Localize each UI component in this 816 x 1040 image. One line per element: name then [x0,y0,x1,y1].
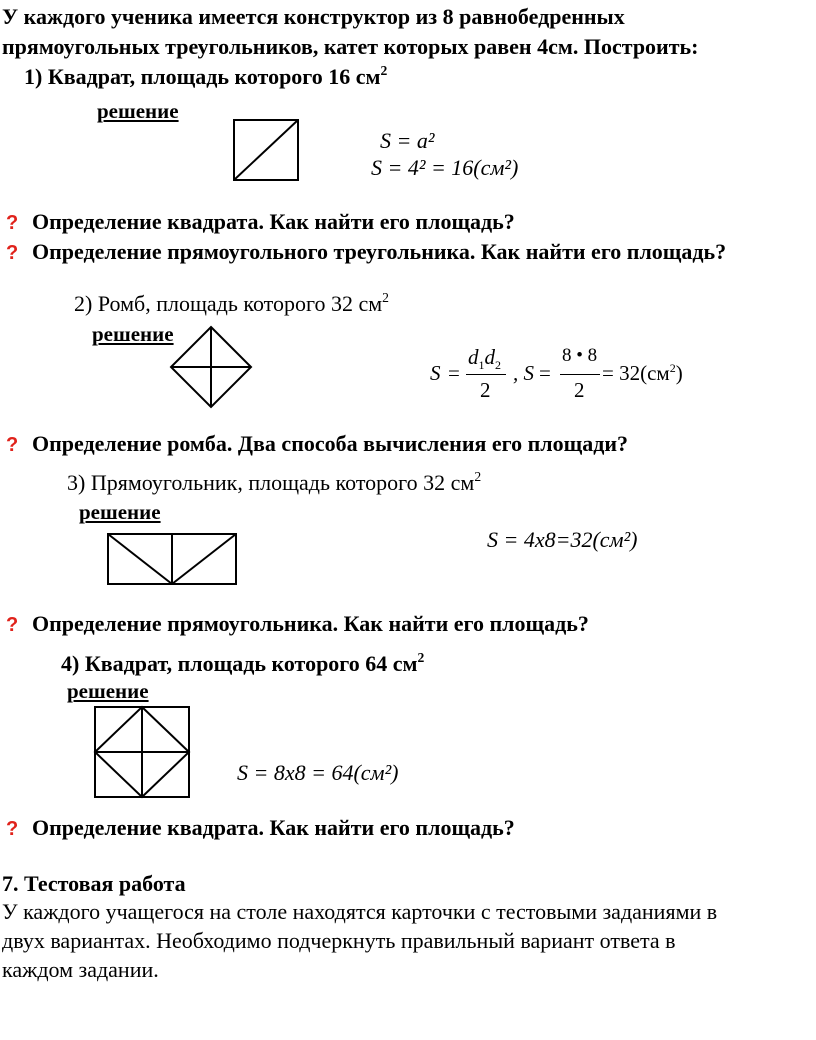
section7-line-1: У каждого учащегося на столе находятся карточки с тестовыми заданиями в [2,899,718,924]
task2-title: 2) Ромб, площадь которого 32 $см^2$ [74,290,389,316]
question-mark-icon: ? [6,434,19,456]
question-mark-icon: ? [6,242,19,264]
question-mark-icon: ? [6,614,19,636]
intro-line-2: прямоугольных треугольников, катет которых равен 4см. Построить: [2,34,699,59]
task3-title: 3) Прямоугольник, площадь которого 32 $см^2$ [67,469,482,495]
fraction-bar [466,374,506,375]
task4-question: Определение квадрата. Как найти его площадь? [32,815,515,840]
task3-solution-label: решение [79,500,161,524]
rectangle-diagram [107,533,237,585]
section7-line-2: двух вариантах. Необходимо подчеркнуть правильный вариант ответа в [2,928,676,953]
task3-formula: S = 4x8=32(см²) [487,527,638,552]
task1-formula-1: S = a² [380,128,435,153]
formula-numerator-d1d2: $d_1d_2$ [468,345,501,373]
question-mark-icon: ? [6,818,19,840]
task1-title: 1) Квадрат, площадь которого 16 $см^2$ [24,63,388,89]
task4-solution-label: решение [67,679,149,703]
task3-question: Определение прямоугольника. Как найти его площадь? [32,611,589,636]
large-square-diagram [94,706,190,798]
square-diagram [233,119,299,181]
section7-line-3: каждом задании. [2,957,159,982]
task1-formula-2: S = 4² = 16(см²) [371,155,519,180]
question-mark-icon: ? [6,212,19,234]
task1-question-1: Определение квадрата. Как найти его площадь? [32,209,515,234]
task2-solution-label: решение [92,322,174,346]
section7-title: 7. Тестовая работа [2,871,186,896]
task4-formula: S = 8x8 = 64(см²) [237,760,399,785]
task4-title: 4) Квадрат, площадь которого 64 $см^2$ [61,650,425,676]
task1-solution-label: решение [97,99,179,123]
intro-line-1: У каждого ученика имеется конструктор из 8 равнобедренных [2,4,625,29]
task2-question: Определение ромба. Два способа вычисления его площади? [32,431,629,456]
task1-question-2: Определение прямоугольного треугольника. Как найти его площадь? [32,239,727,264]
rhombus-diagram [170,326,252,408]
fraction-bar [560,374,600,375]
